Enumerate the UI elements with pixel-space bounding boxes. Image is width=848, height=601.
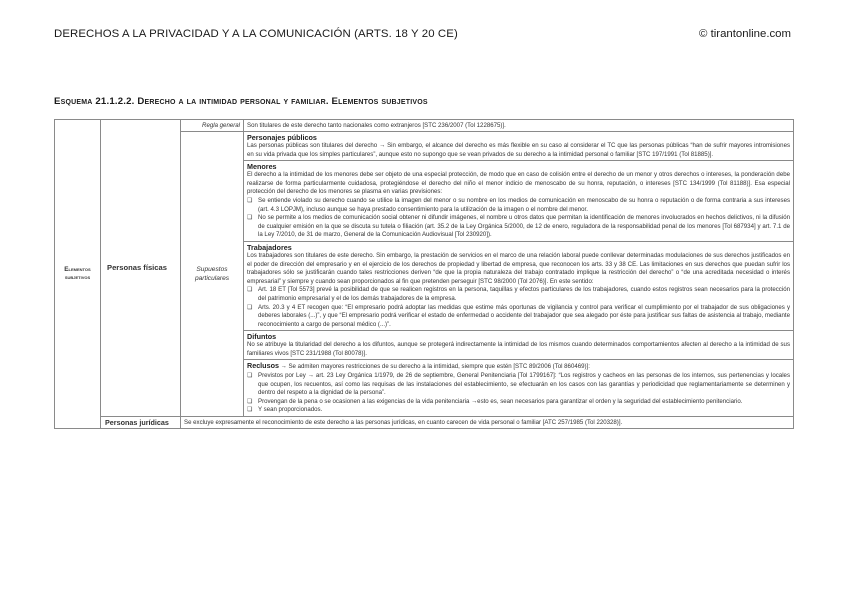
cell-personas-juridicas: Personas jurídicas: [101, 417, 181, 429]
section-title: Trabajadores: [247, 242, 292, 252]
row-personas-juridicas: [55, 417, 794, 429]
bullet-list: [247, 286, 790, 329]
document-header-title: DERECHOS A LA PRIVACIDAD Y A LA COMUNICACIÓN (ARTS. 18 Y 20 CE): [54, 28, 458, 40]
scheme-title: Esquema 21.1.2.2. Derecho a la intimidad personal y familiar. Elementos subjetivos: [54, 96, 428, 107]
section-text: El derecho a la intimidad de los menores debe ser objeto de una especial protección, de modo que en caso de colisión entre el derecho de un menor y otros derechos o intereses, la ponderación debe realizarse de forma particularmente cuidadosa, protegiéndose el derecho del niño el menor indicio de menoscabo de su honra, reputación, o intereses [STC 134/1999 (Tol 81188)]. Esa especial protección del derecho de los menores se plasma en varias previsiones:: [247, 171, 790, 196]
list-item: ❏ Arts. 20.3 y 4 ET recogen que: “El empresario podrá adoptar las medidas que estime más oportunas de vigilancia y control para verificar el cumplimiento por el trabajador de sus obligaciones y deberes laborales (...)”, y que “El empresario podrá verificar el estado de enfermedad o accidente del trabajador que sea alegado por éste para justificar sus faltas de asistencia al trabajo, mediante reconocimiento a cargo de personal médico (...)”.: [247, 304, 790, 330]
regla-general-text: Son titulares de este derecho tanto nacionales como extranjeros [STC 236/2007 (Tol 1228675)].: [244, 120, 794, 132]
section-title: Difuntos: [247, 332, 277, 342]
cell-supuestos-particulares: Supuestos particulares: [181, 132, 244, 417]
cell-elementos-subjetivos: Elementos subjetivos: [55, 120, 101, 429]
list-item: ❏ Y sean proporcionados.: [247, 406, 790, 415]
list-item: ❏ Art. 18 ET [Tol 5573] prevé la posibilidad de que se realicen registros en la persona, taquillas y efectos particulares de los trabajadores, cuando estos registros sean necesarios para la protección del patrimonio empresarial y el de los demás trabajadores de la empresa.: [247, 286, 790, 303]
row-regla-general: [55, 120, 794, 132]
bullet-list: [247, 372, 790, 415]
section-text: Las personas públicas son titulares del derecho → Sin embargo, el alcance del derecho es más flexible en su caso al considerar el TC que las personas públicas “han de sufrir mayores intromisiones en su vida privada que los simples particulares”, aunque esto no supongo que se vean privados de su derecho a la intimidad personal o familiar [STC 197/1991 (Tol 81885)].: [247, 142, 790, 158]
section-reclusos: [244, 360, 794, 417]
elements-table: [54, 119, 794, 429]
section-text: Los trabajadores son titulares de este derecho. Sin embargo, la prestación de servicios en el marco de una relación laboral puede conllevar determinadas modulaciones de sus derechos justificados en el poder de dirección del empresario y en el ejercicio de los derechos de propiedad y libertad de empresa, que reconocen los arts. 33 y 38 CE. Las limitaciones en sus derechos que puedan sufrir los trabajadores sólo se justificarán cuando tales restricciones deriven “de que la propia naturaleza del trabajo contratado implique la restricción del derecho” o “de una acreditada necesidad o interés empresarial” y siempre y cuando sean proporcionados al fin que pretenden perseguir [STC 98/2000 (Tol 2076)]. En este sentido:: [247, 251, 790, 285]
cell-personas-fisicas: Personas físicas: [101, 120, 181, 417]
section-text: No se atribuye la titularidad del derecho a los difuntos, aunque se protegerá indirectamente la intimidad de los mismos cuando determinados comportamientos afecten al derecho a la intimidad de sus familiares vivos [STC 231/1988 (Tol 80078)].: [247, 341, 790, 357]
list-item: ❏ Se entiende violado su derecho cuando se utilice la imagen del menor o su nombre en los medios de comunicación en menoscabo de su honra o reputación o de forma contraria a sus intereses (art. 4.3 LOPJM), incluso aunque se haya prestado consentimiento para la utilización de la imagen o el nombre del menor.: [247, 197, 790, 214]
bullet-list: [247, 197, 790, 240]
section-difuntos: [244, 331, 794, 360]
site-brand: © tirantonline.com: [699, 28, 791, 40]
section-menores: [244, 161, 794, 242]
section-personajes-publicos: [244, 132, 794, 161]
section-title: Personajes públicos: [247, 133, 317, 142]
list-item: ❏ No se permite a los medios de comunicación social obtener ni difundir imágenes, el nombre u otros datos que permitan la identificación de menores involucrados en hechos delictivos, ni la difusión de cualquier emisión en la que se discuta su tutela o filiación (art. 35.2 de la Ley Orgánica 5/2000, de 12 de enero, reguladora de la responsabilidad penal de los menores [Tol 687934] y art. 7.1 de la Ley 7/2010, de 31 de marzo, General de la Comunicación Audiovisual [Tol 230920]).: [247, 214, 790, 240]
section-text: → Se admiten mayores restricciones de su derecho a la intimidad, siempre que estén [STC 89/2006 (Tol 860469)]:: [280, 363, 590, 371]
section-title: Reclusos: [247, 361, 279, 371]
section-title: Menores: [247, 162, 277, 172]
cell-regla-general: Regla general: [181, 120, 244, 132]
list-item: ❏ Previstos por Ley → art. 23 Ley Orgánica 1/1979, de 26 de septiembre, General Penitenciaria [Tol 1799167]: “Los registros y cacheos en las personas de los internos, sus pertenencias y locales que ocupen, los recuentos, así como las requisas de las instalaciones del establecimiento, se efectuarán en los casos con las garantías y periodicidad que reglamentariamente se determinen y dentro del respeto a la dignidad de la persona”.: [247, 372, 790, 398]
section-trabajadores: [244, 241, 794, 330]
personas-juridicas-text: Se excluye expresamente el reconocimiento de este derecho a las personas jurídicas, en cuanto carecen de vida personal o familiar [ATC 257/1985 (Tol 220328)].: [181, 417, 794, 429]
list-item: ❏ Provengan de la pena o se ocasionen a las exigencias de la vida penitenciaria →esto es, sean necesarios para garantizar el orden y la seguridad del establecimiento penitenciario.: [247, 398, 790, 407]
